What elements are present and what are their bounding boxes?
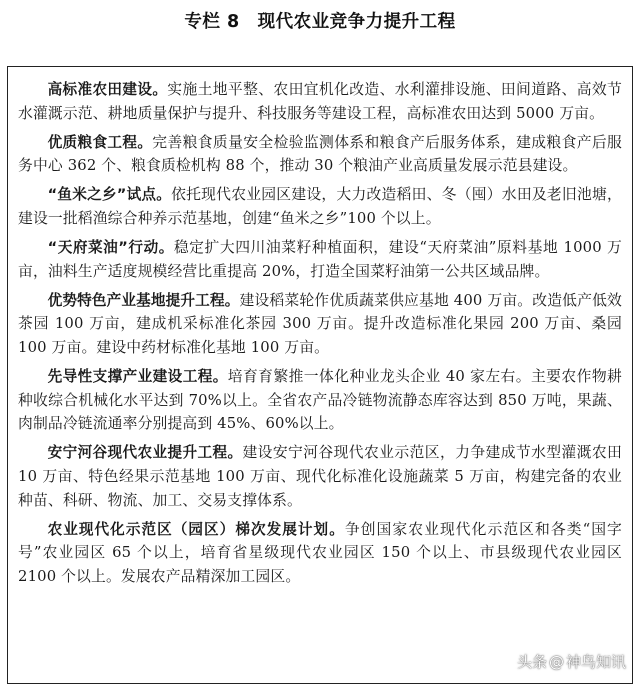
section-text: 依托现代农业园区建设，大力改造稻田、冬（囤）水田及老旧池塘，建设一批稻渔综合种养示范基地，创建“鱼米之乡”100 个以上。 bbox=[18, 186, 622, 227]
page-title: 专栏 8 现代农业竞争力提升工程 bbox=[184, 12, 456, 32]
section-heading: “鱼米之乡”试点。 bbox=[47, 186, 172, 204]
section-anning-valley bbox=[18, 441, 622, 512]
section-heading: 先导性支撑产业建设工程。 bbox=[47, 368, 228, 386]
section-demo-zones bbox=[18, 518, 622, 589]
section-farmland bbox=[18, 78, 622, 125]
section-specialty-base bbox=[18, 289, 622, 360]
section-heading: 农业现代化示范区（园区）梯次发展计划。 bbox=[47, 520, 345, 538]
section-text: 培育育繁推一体化种业龙头企业 40 家左右。主要农作物耕种收综合机械化水平达到 70%以上。全省农产品冷链物流静态库容达到 850 万吨，果蔬、肉制品冷链流通率分别提高到 45%、60%以上。 bbox=[18, 368, 622, 433]
section-heading: “天府菜油”行动。 bbox=[47, 239, 174, 257]
watermark-account: 神鸟知讯 bbox=[565, 653, 626, 671]
section-supporting-industry bbox=[18, 365, 622, 436]
watermark-at: @ bbox=[548, 652, 564, 671]
section-text: 稳定扩大四川油菜籽种植面积，建设“天府菜油”原料基地 1000 万亩，油料生产适度规模经营比重提高 20%，打造全国菜籽油第一公共区域品牌。 bbox=[18, 239, 622, 280]
watermark-prefix: 头条 bbox=[516, 653, 547, 671]
section-heading: 高标准农田建设。 bbox=[47, 81, 168, 98]
section-text: 实施土地平整、农田宜机化改造、水利灌排设施、田间道路、高效节水灌溉示范、耕地质量保护与提升、科技服务等建设工程，高标准农田达到 5000 万亩。 bbox=[18, 81, 622, 122]
section-heading: 优质粮食工程。 bbox=[47, 133, 153, 151]
section-rapeseed-oil bbox=[18, 236, 622, 283]
section-heading: 安宁河谷现代农业提升工程。 bbox=[47, 444, 243, 462]
section-grain bbox=[18, 131, 622, 178]
section-text: 争创国家农业现代化示范区和各类“国字号”农业园区 65 个以上，培育省星级现代农业园区 150 个以上、市县级现代农业园区 2100 个以上。发展农产品精深加工园区。 bbox=[18, 520, 622, 585]
section-heading: 优势特色产业基地提升工程。 bbox=[47, 291, 240, 309]
section-text: 建设稻菜轮作优质蔬菜供应基地 400 万亩。改造低产低效茶园 100 万亩，建成机采标准化茶园 300 万亩。提升改造标准化果园 200 万亩、桑园 100 万亩。建设中药材标准化基地 100 万亩。 bbox=[18, 291, 623, 356]
section-text: 建设安宁河谷现代农业示范区，力争建成节水型灌溉农田 10 万亩、特色经果示范基地 100 万亩、现代化标准化设施蔬菜 5 万亩，构建完备的农业种苗、科研、物流、加工、交易支撑体系。 bbox=[18, 444, 622, 509]
column-box bbox=[7, 66, 633, 684]
watermark bbox=[517, 651, 626, 672]
section-fish-rice bbox=[18, 183, 622, 230]
section-text: 完善粮食质量安全检验监测体系和粮食产后服务体系，建成粮食产后服务中心 362 个、粮食质检机构 88 个，推动 30 个粮油产业高质量发展示范县建设。 bbox=[18, 133, 622, 175]
